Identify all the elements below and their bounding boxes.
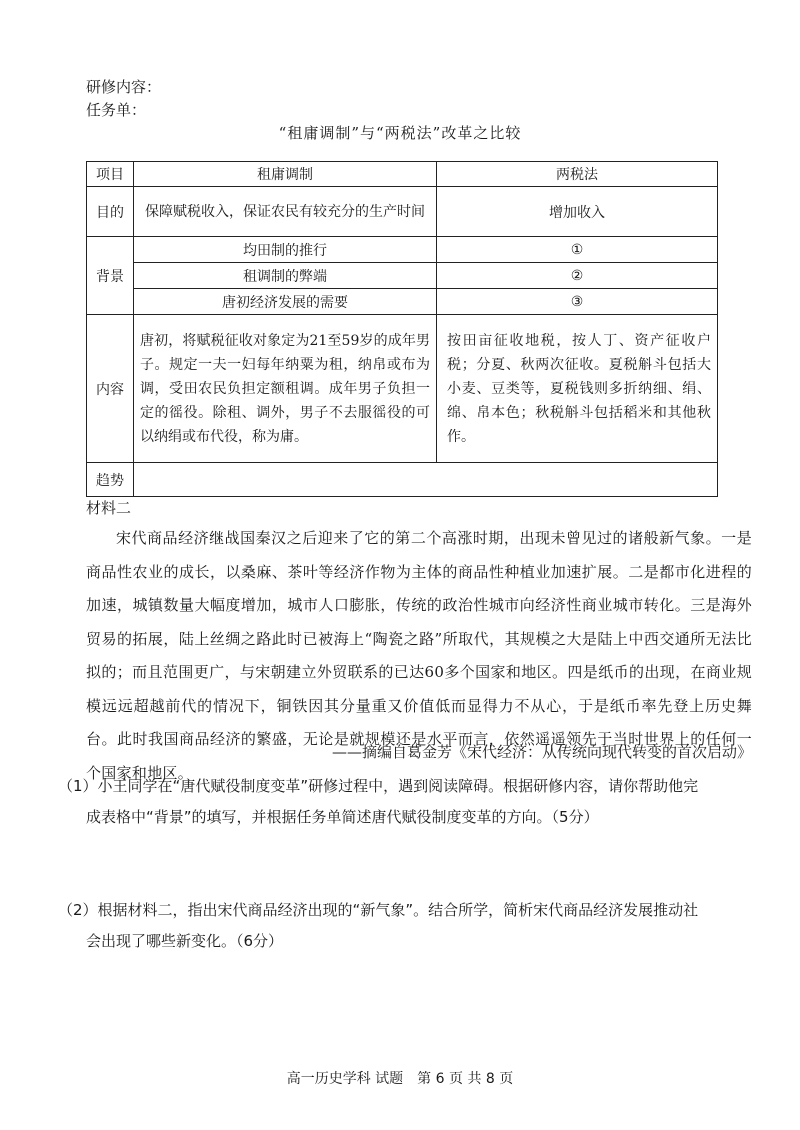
question-1-line-1: （1）小王同学在“唐代赋役制度变革”研修过程中，遇到阅读障碍。根据研修内容，请你帮助他完 [58,777,699,795]
background-row-1 [87,237,718,263]
material-heading: 材料二 [86,499,132,517]
material-source: ——摘编自葛金芳《宋代经济：从传统向现代转变的首次启动》 [331,743,752,761]
header-task-list: 任务单： [86,101,147,119]
background-blank-1[interactable]: ① [437,237,718,263]
background-blank-3[interactable]: ③ [437,289,718,315]
header-item: 项目 [87,162,134,187]
content-row [87,315,718,463]
table-title: “租庸调制”与“两税法”改革之比较 [278,124,522,142]
content-label: 内容 [87,315,134,463]
content-zuyongdiao: 唐初，将赋税征收对象定为21至59岁的成年男子。规定一夫一妇每年纳粟为租，纳帛或布为调，受田农民负担定额租调。成年男子负担一定的徭役。除租、调外，男子不去服徭役的可以纳绢或布代役，称为庸。 [134,315,437,463]
purpose-zuyongdiao: 保障赋税收入，保证农民有较充分的生产时间 [134,187,437,237]
question-1-line-2: 成表格中“背景”的填写，并根据任务单简述唐代赋役制度变革的方向。（5分） [86,808,599,826]
header-zuyongdiao: 租庸调制 [134,162,437,187]
background-row-3 [87,289,718,315]
header-research-content: 研修内容： [86,78,162,96]
background-label: 背景 [87,237,134,315]
trend-row [87,463,718,497]
trend-label: 趋势 [87,463,134,497]
background-zyd-1: 均田制的推行 [134,237,437,263]
material-body: 宋代商品经济继战国秦汉之后迎来了它的第二个高涨时期，出现未曾见过的诸般新气象。一是商品性农业的成长，以桑麻、茶叶等经济作物为主体的商品性种植业加速扩展。二是都市化进程的加速，城镇数量大幅度增加，城市人口膨胀，传统的政治性城市向经济性商业城市转化。三是海外贸易的拓展，陆上丝绸之路此时已被海上“陶瓷之路”所取代，其规模之大是陆上中西交通所无法比拟的；而且范围更广，与宋朝建立外贸联系的已达60多个国家和地区。四是纸币的出现，在商业规模远远超越前代的情况下，铜铁因其分量重又价值低而显得力不从心，于是纸币率先登上历史舞台。此时我国商品经济的繁盛，无论是就规模还是水平而言，依然遥遥领先于当时世界上的任何一个国家和地区。 [86,529,752,782]
question-1 [58,771,758,833]
header-liangshui: 两税法 [437,162,718,187]
question-2-line-2: 会出现了哪些新变化。（6分） [86,932,284,950]
background-zyd-2: 租调制的弊端 [134,263,437,289]
background-row-2 [87,263,718,289]
purpose-row [87,187,718,237]
trend-value[interactable] [134,463,718,497]
question-2-line-1: （2）根据材料二，指出宋代商品经济出现的“新气象”。结合所学，简析宋代商品经济发展推动社 [58,901,699,919]
content-liangshui: 按田亩征收地税，按人丁、资产征收户税；分夏、秋两次征收。夏税斛斗包括大小麦、豆类等，夏税钱则多折纳细、绢、绵、帛本色；秋税斛斗包括稻米和其他秋作。 [437,315,718,463]
background-blank-2[interactable]: ② [437,263,718,289]
purpose-label: 目的 [87,187,134,237]
question-2 [58,895,758,957]
comparison-table [86,161,718,497]
table-header-row [87,162,718,187]
background-zyd-3: 唐初经济发展的需要 [134,289,437,315]
page-footer: 高一历史学科 试题 第 6 页 共 8 页 [286,1071,514,1087]
purpose-liangshui: 增加收入 [437,187,718,237]
